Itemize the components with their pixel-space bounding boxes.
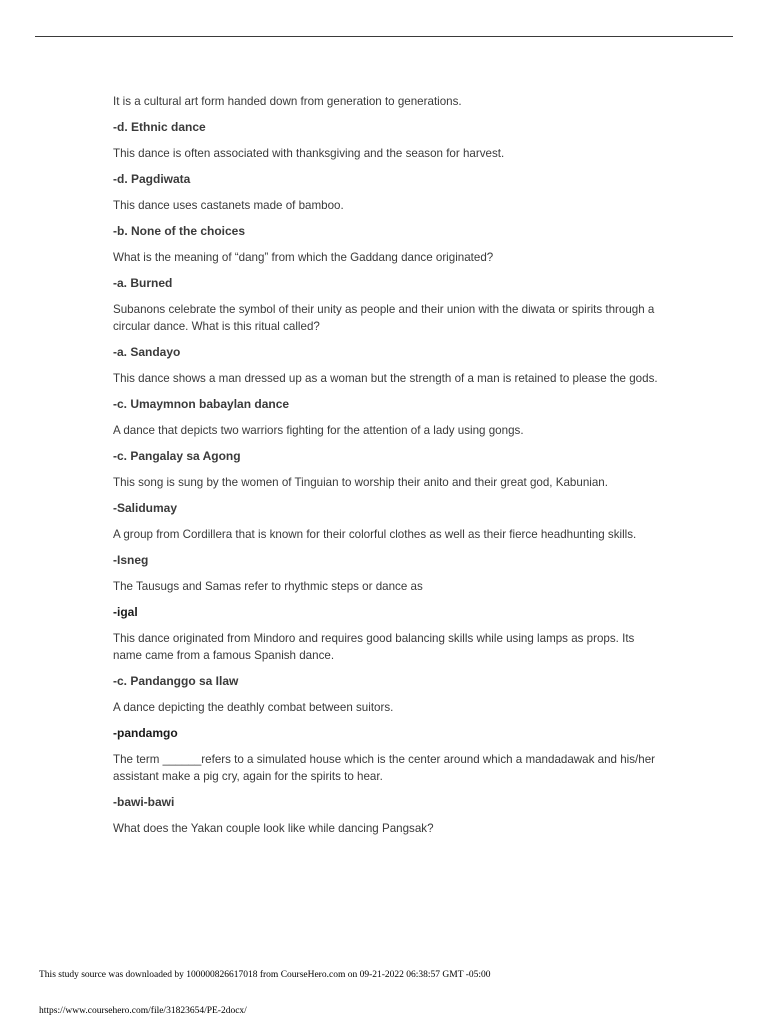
- question-text: This song is sung by the women of Tinguian to worship their anito and their great god, Kabunian.: [113, 476, 608, 489]
- answer-text: -Salidumay: [113, 501, 178, 515]
- question-text: The term ______refers to a simulated house which is the center around which a mandadawak and his/her assistant make a pig cry, again for the spirits to hear.: [113, 753, 655, 783]
- answer-text: -c. Pandanggo sa Ilaw: [113, 674, 239, 688]
- question-text: A group from Cordillera that is known for their colorful clothes as well as their fierce headhunting skills.: [113, 528, 637, 541]
- answer-text: -bawi-bawi: [113, 795, 175, 809]
- answer-text: -Isneg: [113, 553, 149, 567]
- question-text: What is the meaning of “dang” from which the Gaddang dance originated?: [113, 251, 494, 264]
- download-source-note: This study source was downloaded by 100000826617018 from CourseHero.com on 09-21-2022 06:38:57 GMT -05:00: [39, 970, 491, 980]
- question-text: A dance that depicts two warriors fighting for the attention of a lady using gongs.: [113, 424, 524, 437]
- question-text: This dance shows a man dressed up as a woman but the strength of a man is retained to please the gods.: [113, 372, 658, 385]
- answer-text: -igal: [113, 605, 138, 619]
- question-text: This dance uses castanets made of bamboo.: [113, 199, 344, 212]
- answer-text: -d. Pagdiwata: [113, 172, 191, 186]
- answer-text: -c. Pangalay sa Agong: [113, 449, 241, 463]
- question-text: A dance depicting the deathly combat between suitors.: [113, 701, 394, 714]
- answer-text: -a. Sandayo: [113, 345, 181, 359]
- question-text: What does the Yakan couple look like while dancing Pangsak?: [113, 822, 434, 835]
- answer-text: -a. Burned: [113, 276, 173, 290]
- document-body: [113, 93, 658, 846]
- question-text: The Tausugs and Samas refer to rhythmic steps or dance as: [113, 580, 423, 593]
- question-text: It is a cultural art form handed down from generation to generations.: [113, 95, 462, 108]
- question-text: This dance originated from Mindoro and requires good balancing skills while using lamps as props. Its name came from a famous Spanish dance.: [113, 632, 635, 662]
- answer-text: -c. Umaymnon babaylan dance: [113, 397, 290, 411]
- answer-text: -d. Ethnic dance: [113, 120, 206, 134]
- source-url-link[interactable]: https://www.coursehero.com/file/31823654/PE-2docx/: [39, 1006, 247, 1016]
- header-rule: [35, 36, 733, 37]
- answer-text: -pandamgo: [113, 726, 178, 740]
- question-text: Subanons celebrate the symbol of their unity as people and their union with the diwata or spirits through a circular dance. What is this ritual called?: [113, 303, 655, 333]
- answer-text: -b. None of the choices: [113, 224, 246, 238]
- question-text: This dance is often associated with thanksgiving and the season for harvest.: [113, 147, 505, 160]
